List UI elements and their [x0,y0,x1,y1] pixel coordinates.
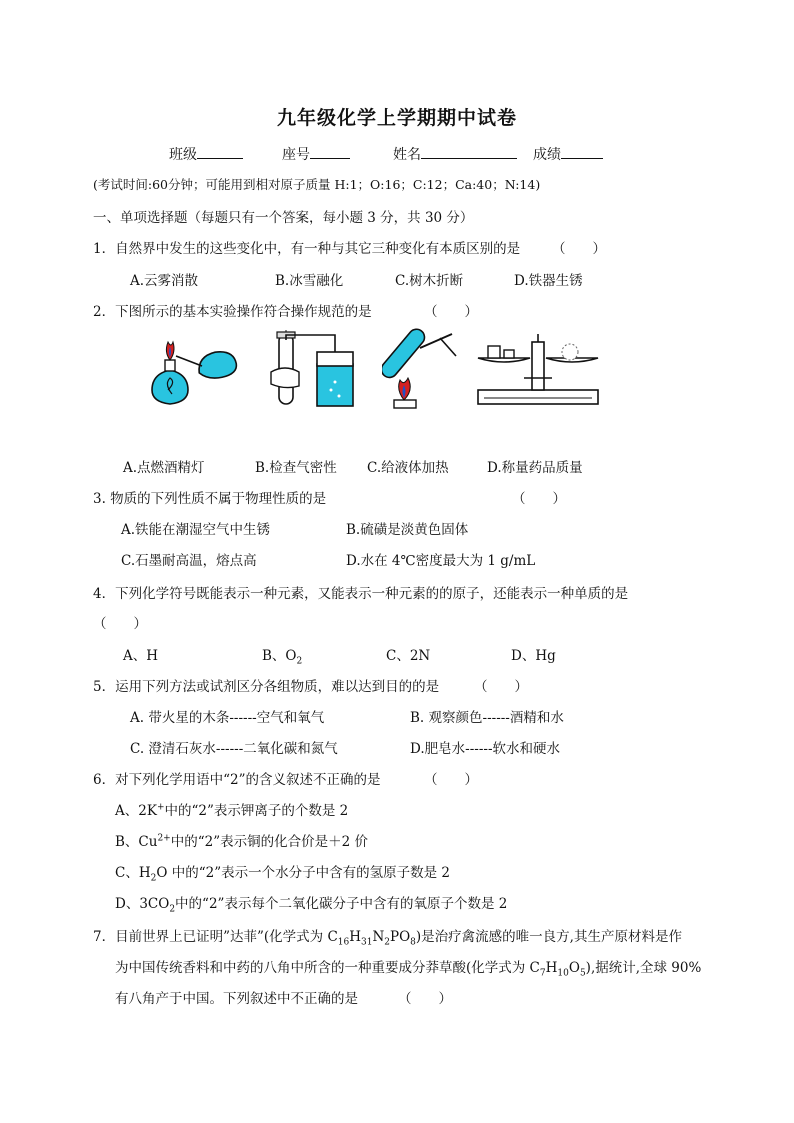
q7-line-3: 有八角产于中国。下列叙述中不正确的是 [115,991,358,1007]
q7-paren: （ ） [398,991,452,1007]
q6-a-post: 中的“2”表示钾离子的个数是 2 [164,803,349,819]
q5-option-b: B. 观察颜色------酒精和水 [410,710,564,726]
seat-blank [310,144,350,159]
q6-b-post: 中的“2”表示铜的化合价是＋2 价 [170,834,369,850]
airtightness-figure [265,330,360,410]
q7-s3: 2 [384,937,391,948]
q7-s7: 5 [579,968,586,979]
q6-b-sup: 2+ [157,833,171,844]
q6-option-d [115,892,507,915]
q7-s1: 16 [337,937,350,948]
q1-paren: （ ） [552,241,606,257]
seat-field [282,144,350,164]
q5-stem: 5．运用下列方法或试剂区分各组物质，难以达到目的的是 [93,679,440,695]
q2-option-d: D.称量药品质量 [487,460,583,476]
q6-b-pre: B、Cu [115,834,158,850]
q6-c-pre: C、H [115,865,151,881]
q4-option-c: C、2N [386,648,431,664]
q3-paren: （ ） [512,491,566,507]
q6-c-sub: 2 [150,873,157,884]
q7-l2b: H [545,960,558,976]
q6-option-a [115,799,348,819]
q7-s2: 31 [361,937,373,948]
q1-option-d: D.铁器生锈 [514,273,583,289]
name-field [393,144,517,164]
q4-paren: （ ） [93,616,147,632]
q7-s5: 7 [539,968,546,979]
q4-option-b-sub: 2 [296,656,303,667]
q3-stem: 3. 物质的下列性质不属于物理性质的是 [93,491,327,507]
q1-stem: 1．自然界中发生的这些变化中，有一种与其它三种变化有本质区别的是 [93,241,521,257]
q6-paren: （ ） [424,772,478,788]
q7-l2d: ),据统计,全球 90% [585,960,702,976]
q7-l1b: H [349,929,362,945]
q1-option-a: A.云雾消散 [130,273,199,289]
q6-d-pre: D、3CO [115,896,170,912]
score-field [533,144,603,164]
balance-figure [474,328,602,408]
q2-stem: 2．下图所示的基本实验操作符合操作规范的是 [93,304,372,320]
q1-option-b: B.冰雪融化 [275,273,344,289]
q5-paren: （ ） [474,679,528,695]
q6-option-c [115,861,450,884]
q3-option-c: C.石墨耐高温，熔点高 [121,553,257,569]
q7-l2c: O [568,960,580,976]
q4-option-a: A、H [123,648,159,664]
q6-option-b [115,830,368,850]
q6-d-post: 中的“2”表示每个二氧化碳分子中含有的氧原子个数是 2 [175,896,508,912]
page-title: 九年级化学上学期期中试卷 [276,107,517,129]
section-heading: 一、单项选择题（每题只有一个答案，每小题 3 分，共 30 分） [93,210,474,226]
score-blank [561,144,603,159]
lamp-lighting-figure [140,328,245,410]
q6-c-post: O 中的“2”表示一个水分子中含有的氢原子数是 2 [156,865,450,881]
q7-l1d: PO [390,929,411,945]
q5-option-d: D.肥皂水------软水和硬水 [410,741,561,757]
q7-l2a: 为中国传统香料和中药的八角中所含的一种重要成分莽草酸(化学式为 C [115,960,540,976]
q2-option-c: C.给液体加热 [367,460,449,476]
q3-option-b: B.硫磺是淡黄色固体 [346,522,469,538]
q5-option-a: A. 带火星的木条------空气和氧气 [130,710,325,726]
q7-s6: 10 [557,968,569,979]
exam-note: (考试时间:60分钟；可能用到相对原子质量 H:1；O:16；C:12；Ca:40；N:14) [93,177,541,192]
q7-l1a: 7．目前世界上已证明”达菲”(化学式为 C [93,929,338,945]
seat-label: 座号 [282,147,310,163]
q4-option-d: D、Hg [511,648,556,664]
q4-option-b [262,644,302,667]
q6-a-sup: + [156,802,165,813]
q7-line-1 [93,925,682,948]
class-label: 班级 [169,147,197,163]
q6-stem: 6．对下列化学用语中“2”的含义叙述不正确的是 [93,772,381,788]
heating-liquid-figure [382,328,462,410]
q2-paren: （ ） [424,304,478,320]
class-blank [197,144,243,159]
name-label: 姓名 [393,147,421,163]
q2-option-a: A.点燃酒精灯 [123,460,205,476]
q7-l1e: )是治疗禽流感的唯一良方,其生产原材料是作 [415,929,682,945]
score-label: 成绩 [533,147,561,163]
q6-d-sub: 2 [169,904,176,915]
q4-stem: 4．下列化学符号既能表示一种元素，又能表示一种元素的的原子，还能表示一种单质的是 [93,586,629,602]
name-blank [421,144,517,159]
class-field [169,144,243,164]
q3-option-d: D.水在 4℃密度最大为 1 g/mL [346,553,536,569]
q2-option-b: B.检查气密性 [255,460,337,476]
q6-a-pre: A、2K [115,803,157,819]
q7-line-2 [115,956,701,979]
q1-option-c: C.树木折断 [395,273,464,289]
q4-option-b-text: B、O [262,648,297,664]
q5-option-c: C. 澄清石灰水------二氧化碳和氮气 [130,741,338,757]
q3-option-a: A.铁能在潮湿空气中生锈 [121,522,271,538]
q7-s4: 8 [410,937,416,948]
q7-l1c: N [372,929,385,945]
